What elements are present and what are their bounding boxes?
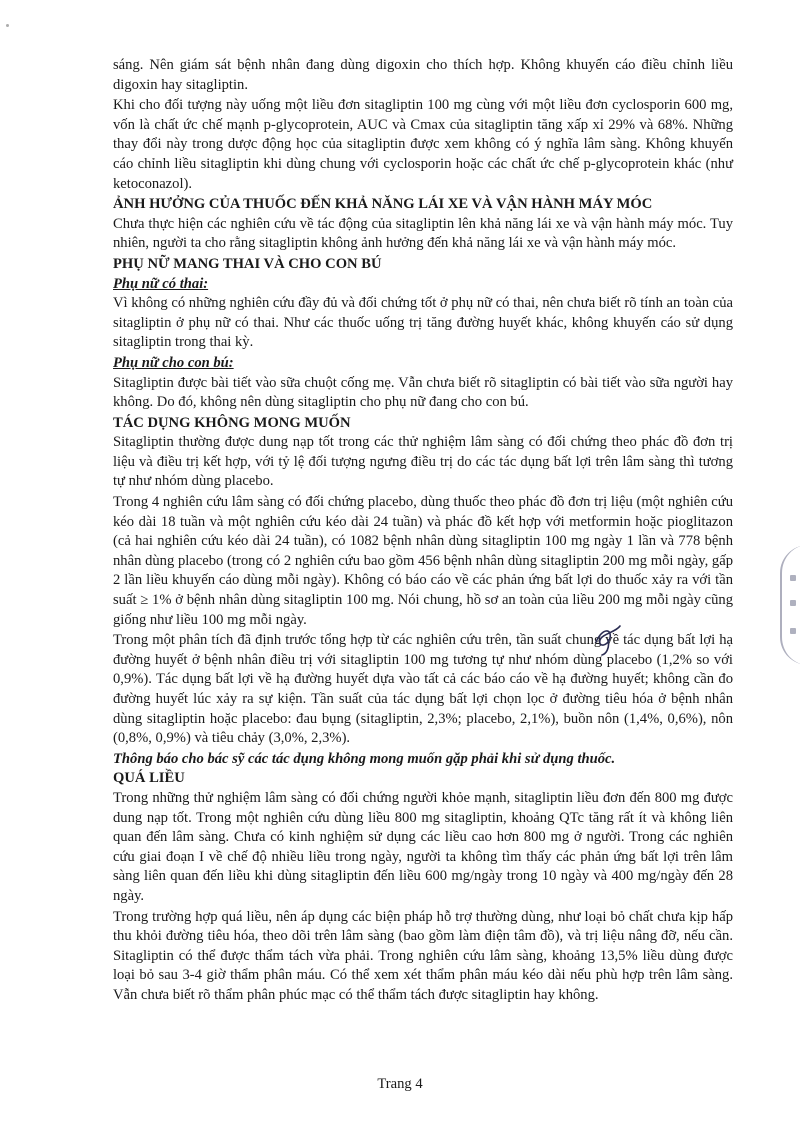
stamp-fragment bbox=[790, 575, 796, 581]
subheading-breastfeeding: Phụ nữ cho con bú: bbox=[113, 354, 234, 371]
document-body bbox=[113, 56, 733, 1007]
paragraph: Vì không có những nghiên cứu đầy đủ và đối chứng tốt ở phụ nữ có thai, nên chưa biết rõ tính an toàn của sitagliptin ở phụ nữ có thai. Như các thuốc uống trị tăng đường huyết khác, không khuyến cáo sử dụng sitagliptin trong thai kỳ. bbox=[113, 295, 733, 351]
paragraph: Trong một phân tích đã định trước tổng hợp từ các nghiên cứu trên, tần suất chung về tác dụng bất lợi hạ đường huyết ở bệnh nhân điều trị với sitagliptin 100 mg tương tự như nhóm dùng placebo (1,2% so với 0,9%). Tác dụng bất lợi về hạ đường huyết dựa vào tất cả các báo cáo về hạ đường huyết; không cần đo đường huyết lúc xảy ra sự kiện. Tần suất của tác dụng bất lợi chọn lọc ở đường tiêu hóa ở bệnh nhân dùng sitagliptin hoặc placebo: đau bụng (sitagliptin, 2,3%; placebo, 2,1%), buồn nôn (1,4%, 0,6%), nôn (0,8%, 0,9%) và tiêu chảy (3,0%, 2,3%). bbox=[113, 632, 733, 747]
initials-signature bbox=[590, 622, 628, 656]
heading-adverse-effects: TÁC DỤNG KHÔNG MONG MUỐN bbox=[113, 414, 351, 431]
paragraph: Trong 4 nghiên cứu lâm sàng có đối chứng placebo, dùng thuốc theo phác đồ đơn trị liệu (một nghiên cứu kéo dài 18 tuần và một nghiên cứu kéo dài 24 tuần) và phác đồ kết hợp với metformin hoặc pioglitazon (cả hai nghiên cứu kéo dài 24 tuần), có 1082 bệnh nhân dùng sitagliptin 100 mg ngày 1 lần và 778 bệnh nhân dùng placebo (trong có 2 nghiên cứu bao gồm 456 bệnh nhân dùng sitagliptin 200 mg mỗi ngày, gấp 2 lần liều khuyến cáo dùng mỗi ngày). Không có báo cáo về các phản ứng bất lợi do thuốc xảy ra với tần suất ≥ 1% ở bệnh nhân dùng sitagliptin 100 mg. Nói chung, hồ sơ an toàn của liều 200 mg mỗi ngày cũng giống như liều 100 mg mỗi ngày. bbox=[113, 494, 733, 628]
subheading-pregnant: Phụ nữ có thai: bbox=[113, 275, 209, 292]
paragraph: Sitagliptin được bài tiết vào sữa chuột cống mẹ. Vẫn chưa biết rõ sitagliptin có bài tiết vào sữa người hay không. Do đó, không nên dùng sitagliptin cho phụ nữ đang cho con bú. bbox=[113, 374, 733, 411]
heading-pregnancy: PHỤ NỮ MANG THAI VÀ CHO CON BÚ bbox=[113, 255, 382, 272]
stamp-fragment bbox=[790, 628, 796, 634]
paragraph: Chưa thực hiện các nghiên cứu về tác động của sitagliptin lên khả năng lái xe và vận hành máy móc. Tuy nhiên, người ta cho rằng sitagliptin không ảnh hưởng đến khả năng lái xe và vận hành máy móc. bbox=[113, 215, 733, 252]
adverse-notice: Thông báo cho bác sỹ các tác dụng không mong muốn gặp phải khi sử dụng thuốc. bbox=[113, 750, 616, 767]
heading-overdose: QUÁ LIỀU bbox=[113, 770, 185, 787]
paragraph: Trong những thử nghiệm lâm sàng có đối chứng người khỏe mạnh, sitagliptin liều đơn đến 800 mg được dung nạp tốt. Trong một nghiên cứu dùng liều 800 mg sitagliptin, khoảng QTc tăng rất ít và không liên quan đến lâm sàng. Chưa có kinh nghiệm sử dụng các liều cao hơn 800 mg ở người. Trong các nghiên cứu giai đoạn I về chế độ nhiều liều trong ngày, người ta không tìm thấy các phản ứng bất lợi trên lâm sàng liên quan đến liều khi dùng sitagliptin đến liều 600 mg/ngày trong 10 ngày và 400 mg/ngày đến 28 ngày. bbox=[113, 789, 733, 904]
page-number: Trang 4 bbox=[377, 1076, 423, 1092]
paragraph: Trong trường hợp quá liều, nên áp dụng các biện pháp hỗ trợ thường dùng, như loại bỏ chất chưa kịp hấp thu khỏi đường tiêu hóa, theo dõi trên lâm sàng (bao gồm làm điện tâm đồ), và trị liệu nâng đỡ, nếu cần. Sitagliptin có thể được thẩm tách vừa phải. Trong nghiên cứu lâm sàng, khoảng 13,5% liều dùng được loại bỏ sau 3-4 giờ thẩm phân máu. Có thể xem xét thẩm phân máu kéo dài nếu phù hợp trên lâm sàng. Vẫn chưa biết rõ thẩm phân phúc mạc có thể thẩm tách được sitagliptin hay không. bbox=[113, 908, 733, 1003]
heading-driving: ẢNH HƯỞNG CỦA THUỐC ĐẾN KHẢ NĂNG LÁI XE VÀ VẬN HÀNH MÁY MÓC bbox=[113, 196, 653, 213]
paragraph: Sitagliptin thường được dung nạp tốt trong các thử nghiệm lâm sàng có đối chứng theo phác đồ đơn trị liệu và điều trị kết hợp, với tỷ lệ đối tượng ngưng điều trị do các tác dụng bất lợi trên lâm sàng thì tương tự như nhóm dùng placebo. bbox=[113, 434, 733, 490]
paragraph: sáng. Nên giám sát bệnh nhân đang dùng digoxin cho thích hợp. Không khuyến cáo điều chỉnh liều digoxin hay sitagliptin. bbox=[113, 57, 733, 93]
paragraph: Khi cho đối tượng này uống một liều đơn sitagliptin 100 mg cùng với một liều đơn cyclosporin 600 mg, vốn là chất ức chế mạnh p-glycoprotein, AUC và Cmax của sitagliptin tăng xấp xỉ 29% và 68%. Những thay đổi này trong dược động học của sitagliptin được xem không có ý nghĩa lâm sàng. Không khuyến cáo chỉnh liều sitagliptin khi dùng chung với cyclosporin hoặc các chất ức chế p-glycoprotein khác (như ketoconazol). bbox=[113, 97, 733, 192]
stamp-fragment bbox=[790, 600, 796, 606]
scan-speck bbox=[6, 24, 9, 27]
